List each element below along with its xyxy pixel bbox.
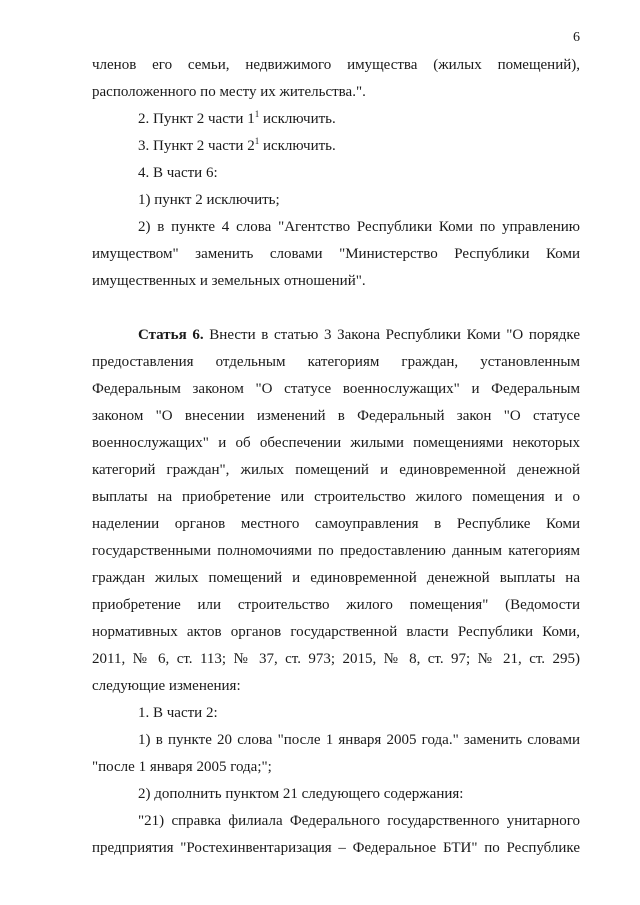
list-item: 1. В части 2:	[138, 705, 218, 721]
text-line: нормативных актов органов государственной власти Республики Коми,	[92, 624, 580, 640]
list-item	[92, 106, 580, 133]
text-line: предоставления отдельным категориям граждан, установленным	[92, 354, 580, 370]
list-item: 1) пункт 2 исключить;	[138, 192, 280, 208]
text-line: следующие изменения:	[92, 678, 241, 694]
text-line: государственными полномочиями по предоставлению данным категориям	[92, 543, 580, 559]
text-line: "21) справка филиала Федерального государственного унитарного	[138, 813, 580, 829]
text-line: имущественных и земельных отношений".	[92, 273, 366, 289]
item-text: 3. Пункт 2 части 2	[138, 138, 255, 154]
article-heading-line	[92, 322, 580, 349]
article-heading: Статья 6.	[138, 327, 204, 343]
list-item: 4. В части 6:	[138, 165, 218, 181]
text-line: приобретение или строительство жилого помещения" (Ведомости	[92, 597, 580, 613]
superscript: 1	[254, 136, 260, 146]
text-line: военнослужащих" и об обеспечении жилыми помещениями некоторых	[92, 435, 580, 451]
text-line: 2) в пункте 4 слова "Агентство Республики Коми по управлению	[138, 219, 580, 235]
spacer	[92, 295, 580, 322]
text-line: предприятия "Ростехинвентаризация – Федеральное БТИ" по Республике	[92, 840, 580, 856]
text-line: 2011, № 6, ст. 113; № 37, ст. 973; 2015, № 8, ст. 97; № 21, ст. 295)	[92, 651, 580, 667]
text-line: расположенного по месту их жительства.".	[92, 84, 366, 100]
item-text: исключить.	[259, 138, 336, 154]
page-number: 6	[573, 30, 580, 45]
text-line: категорий граждан", жилых помещений и единовременной денежной	[92, 462, 580, 478]
text-line: Федеральным законом "О статусе военнослужащих" и Федеральным	[92, 381, 580, 397]
text-line: выплаты на приобретение или строительство жилого помещения и о	[92, 489, 580, 505]
text-line: членов его семьи, недвижимого имущества (жилых помещений),	[92, 57, 580, 73]
article-text: Внести в статью 3 Закона Республики Коми "О порядке	[203, 327, 580, 343]
list-item: 2) дополнить пунктом 21 следующего содержания:	[138, 786, 464, 802]
document-body	[92, 52, 580, 862]
text-line: 1) в пункте 20 слова "после 1 января 2005 года." заменить словами	[138, 732, 580, 748]
superscript: 1	[254, 109, 260, 119]
list-item	[92, 133, 580, 160]
text-line: "после 1 января 2005 года;";	[92, 759, 272, 775]
item-text: исключить.	[259, 111, 336, 127]
text-line: наделении органов местного самоуправления в Республике Коми	[92, 516, 580, 532]
item-text: 2. Пункт 2 части 1	[138, 111, 255, 127]
text-line: законом "О внесении изменений в Федеральный закон "О статусе	[92, 408, 580, 424]
text-line: имуществом" заменить словами "Министерство Республики Коми	[92, 246, 580, 262]
text-line: граждан жилых помещений и единовременной денежной выплаты на	[92, 570, 580, 586]
